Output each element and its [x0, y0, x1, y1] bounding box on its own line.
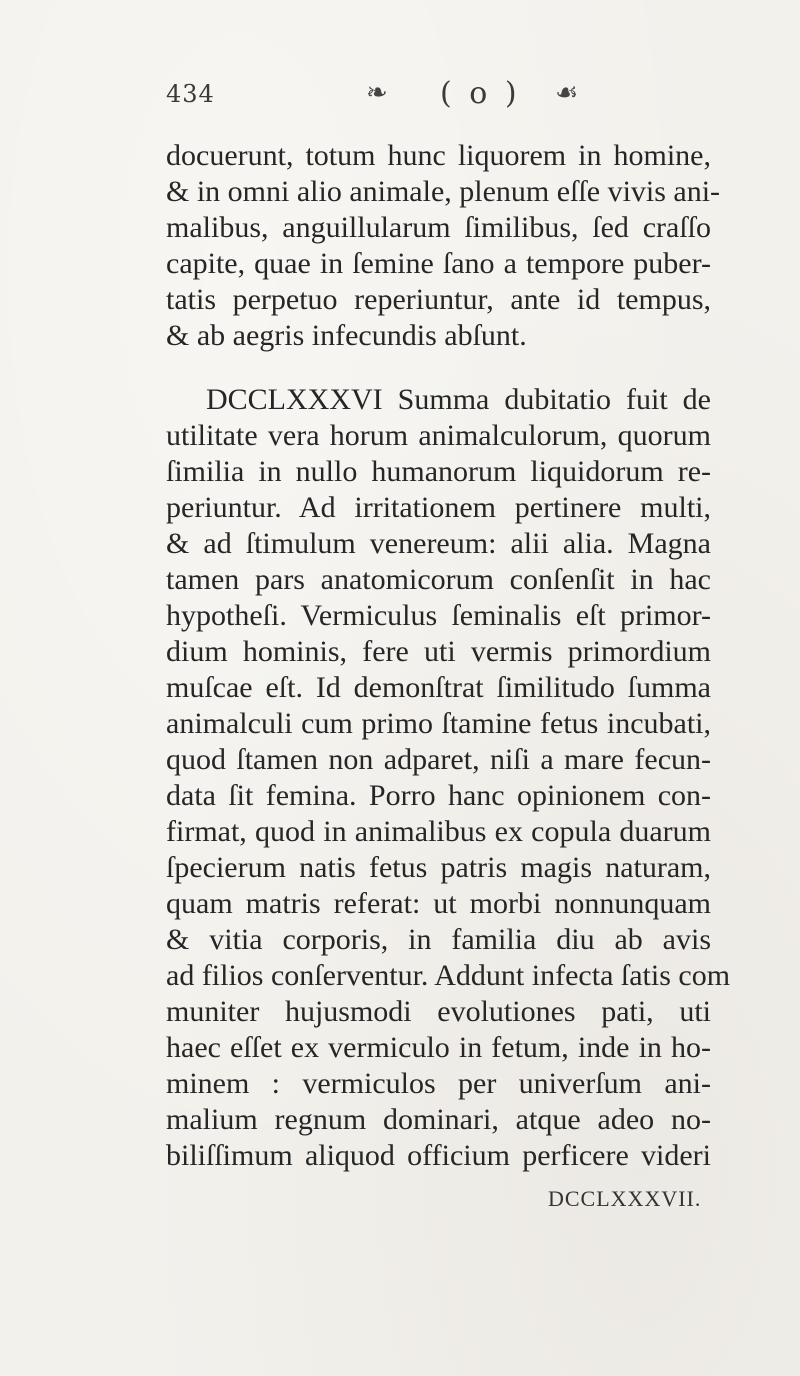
text-line: ſpecierum natis fetus patris magis naturam, [166, 851, 711, 884]
text-line: quod ſtamen non adparet, niſi a mare fecun- [166, 743, 711, 776]
paragraph-1 [166, 138, 721, 354]
text-line: capite, quae in ſemine ſano a tempore puber- [166, 247, 711, 280]
text-line: tatis perpetuo reperiuntur, ante id tempus, [166, 283, 711, 316]
text-line: malium regnum dominari, atque adeo no- [166, 1103, 711, 1136]
paragraph-2 [166, 382, 731, 1174]
body-text [166, 138, 731, 1174]
text-line: muniter hujusmodi evolutiones pati, uti [166, 995, 711, 1028]
text-line: & ad ſtimulum venereum: alii alia. Magna [166, 527, 711, 560]
text-line: & vitia corporis, in familia diu ab avis [166, 923, 711, 956]
text-line: DCCLXXXVI Summa dubitatio fuit de [206, 383, 711, 416]
text-line: malibus, anguillularum ſimilibus, ſed craſſo [166, 211, 711, 244]
text-line: minem : vermiculos per univerſum ani- [166, 1067, 711, 1100]
text-line: animalculi cum primo ſtamine fetus incubati, [166, 707, 711, 740]
header-center-mark: ( o ) [440, 76, 521, 111]
page-number: 434 [166, 80, 215, 108]
text-line: utilitate vera horum animalculorum, quorum [166, 419, 711, 452]
paragraph-spacer [166, 354, 711, 382]
text-line: haec eſſet ex vermiculo in fetum, inde in ho- [166, 1031, 711, 1064]
text-line: firmat, quod in animalibus ex copula duarum [166, 815, 711, 848]
text-line: ſimilia in nullo humanorum liquidorum re- [166, 455, 711, 488]
text-line: hypotheſi. Vermiculus ſeminalis eſt primor- [166, 599, 711, 632]
text-line: data ſit femina. Porro hanc opinionem con- [166, 779, 711, 812]
text-line: dium hominis, fere uti vermis primordium [166, 635, 711, 668]
text-line: periuntur. Ad irritationem pertinere multi, [166, 491, 711, 524]
text-line: quam matris referat: ut morbi nonnunquam [166, 887, 711, 920]
text-line: docuerunt, totum hunc liquorem in homine, [166, 139, 711, 172]
text-line: & ab aegris infecundis abſunt. [166, 319, 527, 352]
right-fleuron-icon: ☙ [555, 78, 579, 108]
page-header [0, 78, 800, 118]
text-line: & in omni alio animale, plenum eſſe vivis ani- [166, 175, 721, 208]
text-line: biliſſimum aliquod officium perficere videri [166, 1139, 711, 1172]
text-line: ad filios conſerventur. Addunt infecta ſatis com [166, 959, 731, 992]
text-line: tamen pars anatomicorum conſenſit in hac [166, 563, 711, 596]
left-fleuron-icon: ❧ [366, 78, 388, 108]
catchword: DCCLXXXVII. [548, 1186, 702, 1211]
text-line: muſcae eſt. Id demonſtrat ſimilitudo ſumma [166, 671, 711, 704]
